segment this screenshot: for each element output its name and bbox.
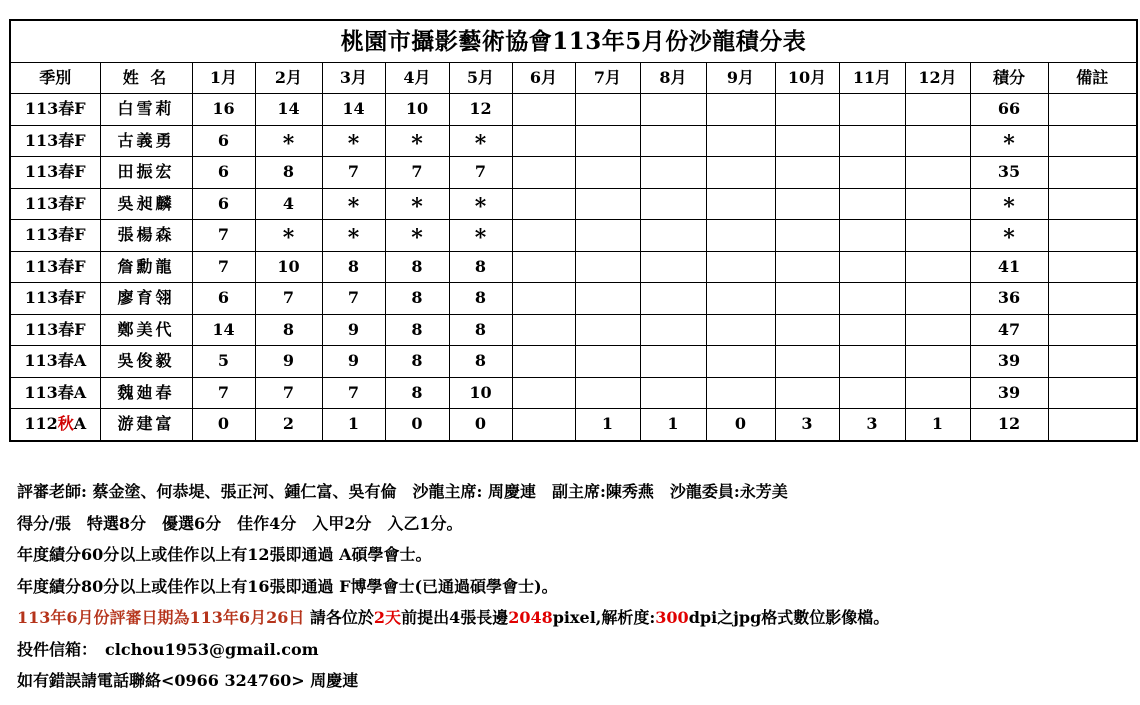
rule-f-note: 年度績分80分以上或佳作以上有16張即通過 F博學會士(已通過碩學會士)。 xyxy=(17,576,558,596)
score-cell xyxy=(575,125,640,157)
header-month-9: 9月 xyxy=(706,63,775,94)
deadline-note xyxy=(17,602,1127,634)
score-value: 10 xyxy=(469,382,492,402)
score-cell xyxy=(640,346,706,378)
remark-cell xyxy=(1048,94,1137,126)
score-value: * xyxy=(282,225,295,251)
name-cell: 詹勳龍 xyxy=(100,251,192,283)
header-month-6: 6月 xyxy=(512,63,575,94)
score-cell xyxy=(512,220,575,252)
total-value: 12 xyxy=(997,414,1021,434)
score-cell xyxy=(706,157,775,189)
table-row xyxy=(10,377,1137,409)
table-row xyxy=(10,125,1137,157)
score-cell xyxy=(706,125,775,157)
score-cell xyxy=(575,94,640,126)
score-cell xyxy=(839,125,905,157)
score-value: 1 xyxy=(601,414,614,434)
score-cell xyxy=(640,251,706,283)
table-row xyxy=(10,283,1137,315)
score-cell xyxy=(322,125,385,157)
score-value: * xyxy=(347,130,360,157)
header-remarks: 備註 xyxy=(1048,63,1137,94)
header-month-12: 12月 xyxy=(905,63,970,94)
score-cell xyxy=(775,220,839,252)
score-cell xyxy=(905,283,970,315)
score-cell xyxy=(255,220,322,252)
table-row xyxy=(10,94,1137,126)
total-cell xyxy=(970,346,1048,378)
score-cell xyxy=(192,157,255,189)
season-cell: 113春F xyxy=(10,125,100,157)
name-cell: 古義勇 xyxy=(100,125,192,157)
table-row xyxy=(10,220,1137,252)
remark-cell xyxy=(1048,157,1137,189)
season-cell: 113春F xyxy=(10,220,100,252)
total-cell xyxy=(970,157,1048,189)
score-cell xyxy=(192,125,255,157)
rule-a-note: 年度績分60分以上或佳作以上有12張即通過 A碩學會士。 xyxy=(17,545,432,564)
score-cell xyxy=(322,283,385,315)
score-cell xyxy=(449,377,512,409)
season-suffix: A xyxy=(73,414,87,434)
score-value: 7 xyxy=(217,225,230,245)
score-cell xyxy=(322,157,385,189)
score-cell xyxy=(775,157,839,189)
score-cell xyxy=(775,283,839,315)
score-cell xyxy=(255,94,322,126)
score-cell xyxy=(512,251,575,283)
score-cell xyxy=(385,409,449,441)
season-cell: 113春F xyxy=(10,283,100,315)
remark-cell xyxy=(1048,377,1137,409)
score-cell xyxy=(905,125,970,157)
score-cell xyxy=(192,346,255,378)
header-month-8: 8月 xyxy=(640,63,706,94)
score-value: 7 xyxy=(411,162,423,182)
score-value: 0 xyxy=(734,414,747,434)
score-value: 8 xyxy=(411,319,423,339)
total-cell xyxy=(970,251,1048,283)
score-value: 4 xyxy=(282,193,295,213)
total-value: * xyxy=(1003,130,1015,157)
season-cell: 113春A xyxy=(10,346,100,378)
name-cell: 張楊森 xyxy=(100,220,192,252)
score-cell xyxy=(640,314,706,346)
score-value: 7 xyxy=(474,162,487,182)
season-cell: 113春A xyxy=(10,377,100,409)
table-row xyxy=(10,188,1137,220)
score-cell xyxy=(839,346,905,378)
season-cell: 113春F xyxy=(10,94,100,126)
score-cell xyxy=(839,188,905,220)
score-cell xyxy=(512,377,575,409)
remark-cell xyxy=(1048,283,1137,315)
total-value: 35 xyxy=(997,162,1021,182)
score-cell xyxy=(706,346,775,378)
score-value: 8 xyxy=(411,256,423,276)
header-name: 姓 名 xyxy=(100,63,192,94)
score-cell xyxy=(905,157,970,189)
score-cell xyxy=(192,377,255,409)
name-cell: 吳俊毅 xyxy=(100,346,192,378)
score-value: 7 xyxy=(217,382,230,402)
deadline-days: 2天 xyxy=(373,608,402,627)
score-cell xyxy=(640,125,706,157)
score-value: 3 xyxy=(866,414,878,434)
name-cell: 鄭美代 xyxy=(100,314,192,346)
score-cell xyxy=(255,409,322,441)
score-cell xyxy=(385,251,449,283)
season-cell: 113春F xyxy=(10,251,100,283)
score-cell xyxy=(839,377,905,409)
deadline-date: 113年6月份評審日期為113年6月26日 xyxy=(17,608,305,627)
score-cell xyxy=(575,409,640,441)
score-value: 6 xyxy=(217,193,230,213)
score-value: * xyxy=(282,130,295,157)
header-month-4: 4月 xyxy=(385,63,449,94)
remark-cell xyxy=(1048,125,1137,157)
score-cell xyxy=(706,283,775,315)
score-value: 2 xyxy=(282,414,295,434)
score-cell xyxy=(512,157,575,189)
score-cell xyxy=(192,409,255,441)
score-cell xyxy=(839,409,905,441)
score-cell xyxy=(322,409,385,441)
score-cell xyxy=(575,157,640,189)
header-month-11: 11月 xyxy=(839,63,905,94)
table-row xyxy=(10,346,1137,378)
score-value: 7 xyxy=(347,288,360,308)
score-cell xyxy=(449,125,512,157)
score-value: 8 xyxy=(411,382,423,402)
score-value: * xyxy=(347,193,360,220)
name-cell: 吳昶麟 xyxy=(100,188,192,220)
judges-note: 評審老師: 蔡金塗、何恭堤、張正河、鍾仁富、吳有倫 沙龍主席: 周慶連 副主席:陳秀燕 沙龍委員:永芳美 xyxy=(17,482,788,501)
score-cell xyxy=(449,314,512,346)
score-value: 14 xyxy=(277,99,300,119)
season-highlight: 秋 xyxy=(57,414,74,434)
score-value: 12 xyxy=(469,99,492,119)
remark-cell xyxy=(1048,188,1137,220)
score-cell xyxy=(255,314,322,346)
contact-note: 如有錯誤請電話聯絡<0966 324760> 周慶連 xyxy=(17,671,359,690)
score-cell xyxy=(706,377,775,409)
score-cell xyxy=(640,409,706,441)
header-month-5: 5月 xyxy=(449,63,512,94)
score-value: 0 xyxy=(474,414,487,434)
score-cell xyxy=(385,346,449,378)
score-cell xyxy=(512,188,575,220)
score-cell xyxy=(905,377,970,409)
score-cell xyxy=(385,125,449,157)
remark-cell xyxy=(1048,409,1137,441)
table-row xyxy=(10,251,1137,283)
total-cell xyxy=(970,377,1048,409)
deadline-text: 請各位於 xyxy=(304,608,374,627)
score-cell xyxy=(905,188,970,220)
score-cell xyxy=(449,409,512,441)
total-cell xyxy=(970,188,1048,220)
header-total: 積分 xyxy=(970,63,1048,94)
name-cell: 廖育翎 xyxy=(100,283,192,315)
score-cell xyxy=(839,94,905,126)
score-value: 7 xyxy=(282,288,295,308)
score-cell xyxy=(449,94,512,126)
total-cell xyxy=(970,220,1048,252)
header-month-7: 7月 xyxy=(575,63,640,94)
score-cell xyxy=(905,220,970,252)
score-value: 16 xyxy=(212,99,235,119)
score-cell xyxy=(322,314,385,346)
total-cell xyxy=(970,314,1048,346)
remark-cell xyxy=(1048,251,1137,283)
score-value: * xyxy=(411,193,423,220)
score-cell xyxy=(192,283,255,315)
score-cell xyxy=(575,314,640,346)
score-value: * xyxy=(347,225,360,251)
score-value: 8 xyxy=(411,351,423,371)
score-value: 8 xyxy=(282,319,295,339)
score-cell xyxy=(192,220,255,252)
table-row xyxy=(10,409,1137,441)
name-cell: 魏廸春 xyxy=(100,377,192,409)
score-cell xyxy=(575,377,640,409)
total-value: 36 xyxy=(997,288,1021,308)
score-value: 6 xyxy=(217,162,230,182)
score-cell xyxy=(775,125,839,157)
remark-cell xyxy=(1048,314,1137,346)
score-cell xyxy=(905,346,970,378)
score-cell xyxy=(706,188,775,220)
score-value: 0 xyxy=(411,414,423,434)
score-value: * xyxy=(474,193,487,220)
header-month-3: 3月 xyxy=(322,63,385,94)
score-cell xyxy=(839,220,905,252)
score-cell xyxy=(449,220,512,252)
score-cell xyxy=(839,314,905,346)
score-cell xyxy=(322,377,385,409)
season-prefix: 112 xyxy=(24,414,58,434)
total-cell xyxy=(970,125,1048,157)
score-value: 8 xyxy=(474,256,487,276)
score-value: 9 xyxy=(347,351,360,371)
score-cell xyxy=(905,94,970,126)
score-cell xyxy=(512,94,575,126)
score-value: 8 xyxy=(474,319,487,339)
score-cell xyxy=(512,314,575,346)
season-cell: 113春F xyxy=(10,157,100,189)
score-cell xyxy=(775,377,839,409)
header-month-10: 10月 xyxy=(775,63,839,94)
deadline-pixels: 2048 xyxy=(508,608,553,627)
score-cell xyxy=(255,188,322,220)
score-cell xyxy=(775,188,839,220)
score-cell xyxy=(255,377,322,409)
score-cell xyxy=(640,157,706,189)
score-value: 14 xyxy=(342,99,365,119)
score-cell xyxy=(512,346,575,378)
header-row xyxy=(10,63,1137,94)
score-cell xyxy=(322,251,385,283)
season-cell: 113春F xyxy=(10,188,100,220)
score-value: * xyxy=(474,225,487,251)
deadline-dpi: 300 xyxy=(655,608,689,627)
score-value: 8 xyxy=(282,162,295,182)
score-cell xyxy=(322,220,385,252)
total-value: 66 xyxy=(997,99,1021,119)
score-cell xyxy=(385,283,449,315)
score-value: 6 xyxy=(217,130,230,150)
score-cell xyxy=(449,157,512,189)
total-cell xyxy=(970,409,1048,441)
score-value: 9 xyxy=(282,351,295,371)
score-cell xyxy=(512,125,575,157)
deadline-text: pixel,解析度: xyxy=(552,608,656,627)
score-cell xyxy=(706,251,775,283)
score-cell xyxy=(449,283,512,315)
score-table xyxy=(9,19,1138,442)
remark-cell xyxy=(1048,346,1137,378)
score-cell xyxy=(706,220,775,252)
score-cell xyxy=(905,314,970,346)
name-cell: 田振宏 xyxy=(100,157,192,189)
score-value: 8 xyxy=(474,288,487,308)
score-cell xyxy=(775,94,839,126)
score-cell xyxy=(575,346,640,378)
score-cell xyxy=(192,251,255,283)
table-row xyxy=(10,314,1137,346)
score-cell xyxy=(322,188,385,220)
score-value: 7 xyxy=(282,382,295,402)
score-cell xyxy=(322,94,385,126)
score-cell xyxy=(449,251,512,283)
score-cell xyxy=(706,314,775,346)
total-value: 39 xyxy=(997,382,1021,402)
score-cell xyxy=(775,346,839,378)
season-cell xyxy=(10,409,100,441)
score-value: 14 xyxy=(212,319,235,339)
score-value: 8 xyxy=(347,256,360,276)
score-cell xyxy=(385,377,449,409)
score-cell xyxy=(905,251,970,283)
score-value: 10 xyxy=(405,99,429,119)
header-season: 季別 xyxy=(10,63,100,94)
score-value: 8 xyxy=(474,351,487,371)
score-value: 7 xyxy=(217,256,230,276)
score-cell xyxy=(255,251,322,283)
page-title: 桃園市攝影藝術協會113年5月份沙龍積分表 xyxy=(10,20,1137,63)
score-value: 0 xyxy=(217,414,230,434)
total-value: 41 xyxy=(997,256,1021,276)
score-cell xyxy=(839,251,905,283)
score-value: 1 xyxy=(931,414,944,434)
score-cell xyxy=(775,251,839,283)
score-cell xyxy=(255,346,322,378)
score-value: * xyxy=(474,130,487,157)
notes-section xyxy=(17,476,1127,697)
score-cell xyxy=(255,157,322,189)
score-cell xyxy=(385,314,449,346)
score-cell xyxy=(512,283,575,315)
score-value: 7 xyxy=(347,162,360,182)
score-cell xyxy=(449,346,512,378)
score-cell xyxy=(905,409,970,441)
score-cell xyxy=(706,409,775,441)
score-cell xyxy=(839,157,905,189)
score-cell xyxy=(575,188,640,220)
score-cell xyxy=(640,188,706,220)
score-cell xyxy=(706,94,775,126)
score-value: 1 xyxy=(667,414,679,434)
score-value: 9 xyxy=(347,319,360,339)
score-cell xyxy=(575,283,640,315)
score-value: 7 xyxy=(347,382,360,402)
score-sheet xyxy=(9,19,1131,442)
score-cell xyxy=(640,377,706,409)
total-value: * xyxy=(1003,193,1015,220)
score-cell xyxy=(385,94,449,126)
score-cell xyxy=(775,314,839,346)
total-cell xyxy=(970,283,1048,315)
header-month-2: 2月 xyxy=(255,63,322,94)
score-cell xyxy=(449,188,512,220)
scoring-note: 得分/張 特選8分 優選6分 佳作4分 入甲2分 入乙1分。 xyxy=(17,513,463,533)
score-cell xyxy=(322,346,385,378)
remark-cell xyxy=(1048,220,1137,252)
table-row xyxy=(10,157,1137,189)
score-value: 10 xyxy=(277,256,300,276)
score-cell xyxy=(775,409,839,441)
score-cell xyxy=(839,283,905,315)
score-cell xyxy=(640,220,706,252)
score-value: * xyxy=(411,130,423,157)
total-cell xyxy=(970,94,1048,126)
score-cell xyxy=(385,157,449,189)
score-value: 3 xyxy=(801,414,813,434)
score-cell xyxy=(385,220,449,252)
name-cell: 游建富 xyxy=(100,409,192,441)
score-cell xyxy=(512,409,575,441)
score-cell xyxy=(575,220,640,252)
score-value: 5 xyxy=(217,351,230,371)
score-cell xyxy=(192,94,255,126)
season-cell: 113春F xyxy=(10,314,100,346)
score-cell xyxy=(255,125,322,157)
score-cell xyxy=(640,283,706,315)
score-cell xyxy=(192,188,255,220)
score-cell xyxy=(192,314,255,346)
deadline-text: dpi之jpg格式數位影像檔。 xyxy=(688,608,890,627)
header-month-1: 1月 xyxy=(192,63,255,94)
score-value: 1 xyxy=(347,414,360,434)
score-cell xyxy=(255,283,322,315)
total-value: 47 xyxy=(997,319,1021,339)
deadline-text: 前提出4張長邊 xyxy=(401,608,509,627)
score-cell xyxy=(575,251,640,283)
score-value: 8 xyxy=(411,288,423,308)
score-cell xyxy=(640,94,706,126)
name-cell: 白雪莉 xyxy=(100,94,192,126)
total-value: * xyxy=(1003,225,1015,251)
score-cell xyxy=(385,188,449,220)
email-note[interactable]: 投件信箱： clchou1953@gmail.com xyxy=(17,639,319,659)
score-value: * xyxy=(411,225,423,251)
total-value: 39 xyxy=(997,351,1021,371)
score-value: 6 xyxy=(217,288,230,308)
